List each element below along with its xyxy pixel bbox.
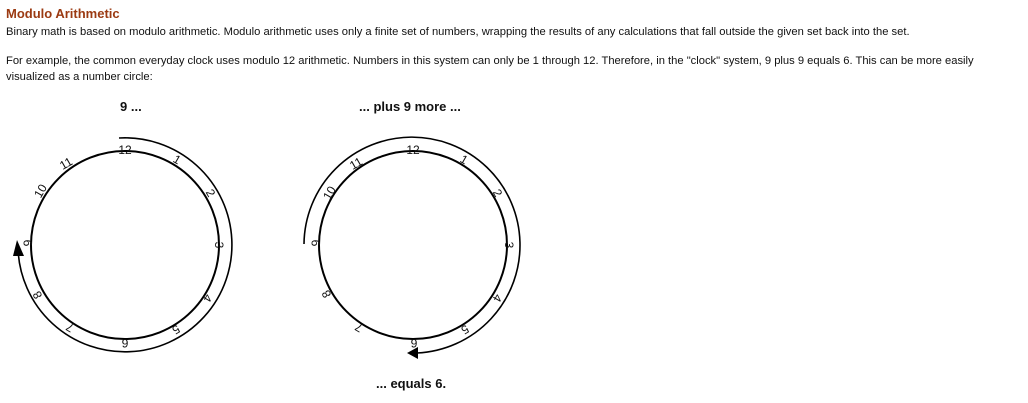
clock-number: 12 [118, 143, 132, 157]
clock-number: 7 [63, 319, 77, 336]
example-paragraph: For example, the common everyday clock uses modulo 12 arithmetic. Numbers in this system can only be 1 through 12. Therefore, in the "clock" system, 9 plus 9 equals 6. This can be more easily visualized as a number circle: [6, 55, 974, 83]
clock-number: 10 [31, 181, 50, 201]
clock-number: 6 [410, 336, 418, 350]
arc-arrow-right [304, 137, 520, 353]
clock-number: 5 [169, 321, 183, 338]
clock-number: 3 [212, 241, 226, 249]
caption-equals-six: ... equals 6. [376, 376, 447, 391]
clock-number: 5 [458, 321, 472, 338]
clock-number: 10 [320, 183, 339, 203]
clock-numbers-right [309, 143, 516, 350]
clock-number: 8 [318, 287, 335, 301]
clock-number: 9 [309, 239, 323, 247]
clock-number: 7 [352, 319, 366, 336]
clock-number: 4 [199, 291, 216, 305]
clock-number: 4 [489, 291, 506, 305]
clock-number: 2 [489, 186, 506, 200]
section-title: Modulo Arithmetic [6, 6, 120, 21]
clock-face-right [319, 151, 507, 339]
clock-number: 9 [21, 239, 35, 247]
clock-number: 11 [347, 154, 365, 173]
clock-number: 2 [202, 186, 219, 200]
clock-number: 11 [57, 154, 75, 173]
clock-number: 1 [170, 151, 184, 168]
clock-number: 8 [29, 288, 46, 302]
clock-number: 1 [457, 151, 471, 168]
clock-number: 12 [406, 143, 420, 157]
clock-number: 6 [121, 336, 129, 350]
clock-number: 3 [502, 241, 516, 249]
caption-nine: 9 ... [120, 99, 142, 114]
caption-plus-nine: ... plus 9 more ... [359, 99, 461, 114]
intro-paragraph: Binary math is based on modulo arithmetic. Modulo arithmetic uses only a finite set of numbers, wrapping the results of any calculations that fall outside the given set back into the set. [6, 26, 910, 38]
